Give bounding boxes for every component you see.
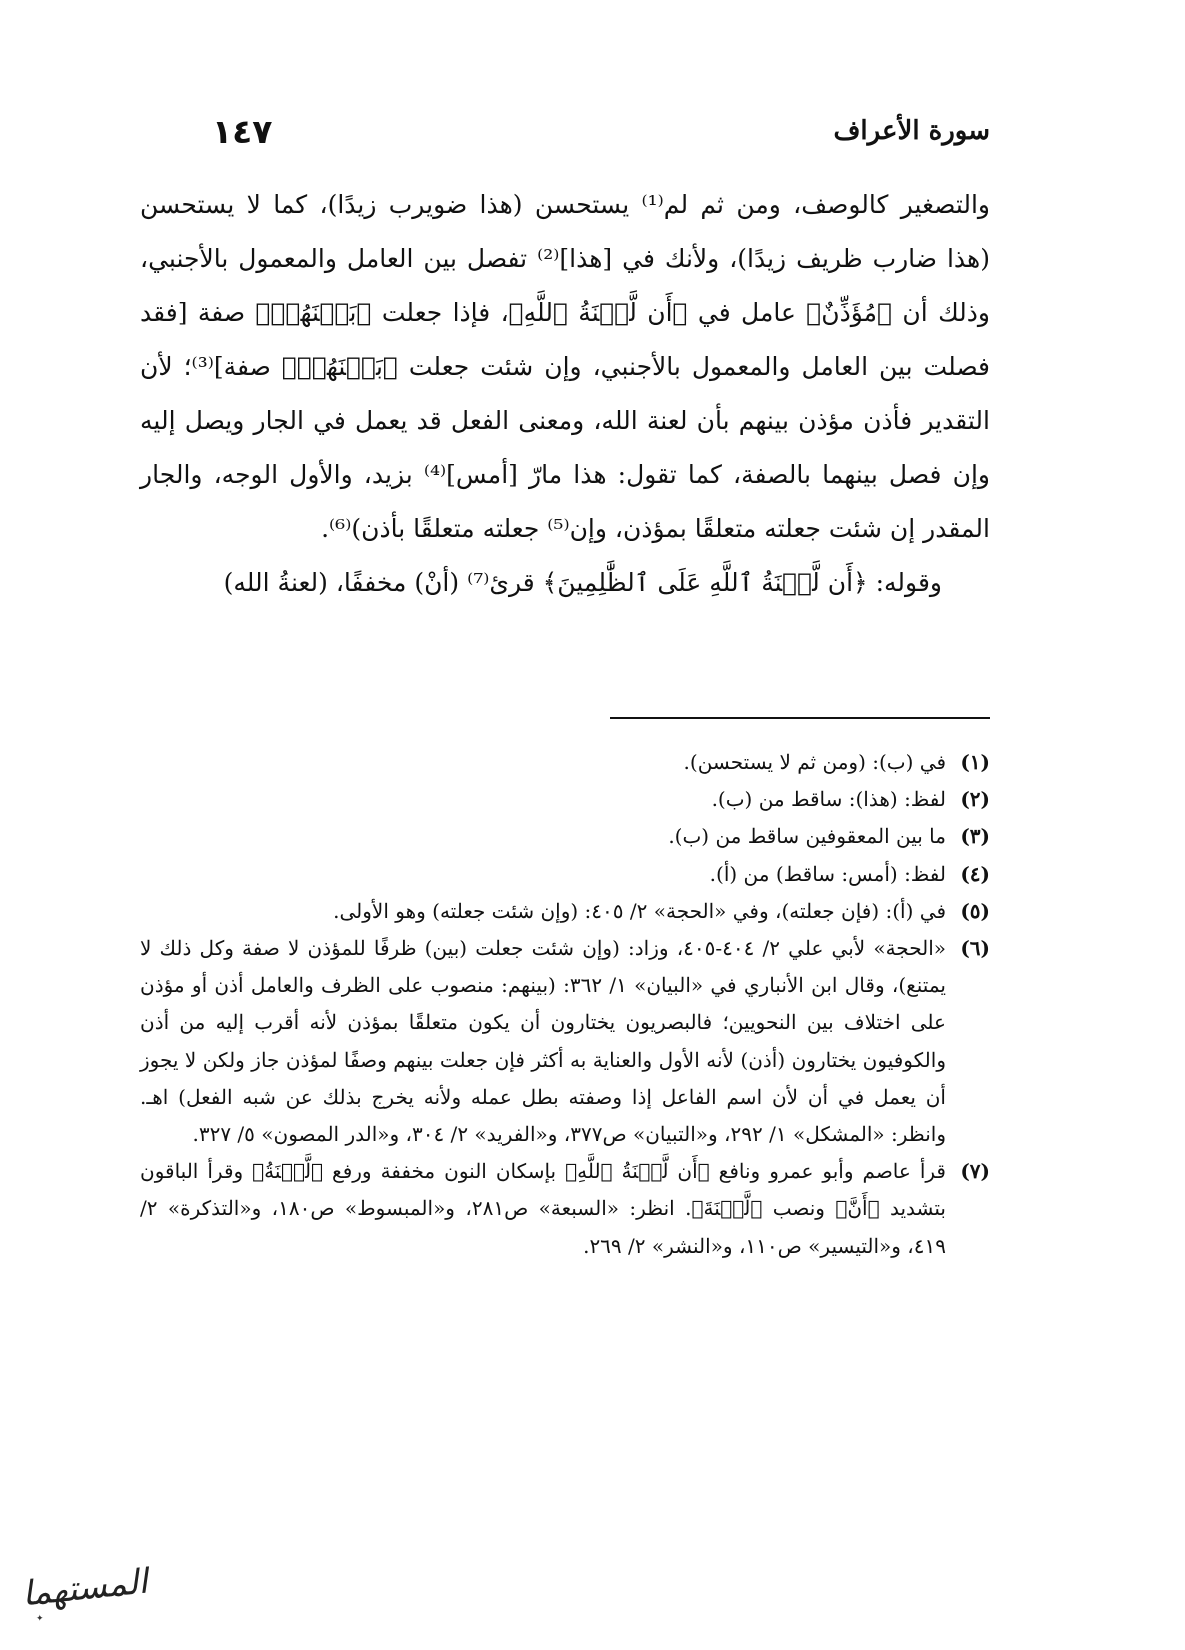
footnote-number: (٦)	[960, 936, 990, 961]
main-paragraph-2: وقوله: ﴿أَن لَّعۡنَةُ ٱللَّهِ عَلَى ٱلظَّٰلِمِينَ﴾ قرئ⁽⁷⁾ (أنْ) مخففًا، (لعنةُ الله)	[223, 568, 942, 597]
running-title: سورة الأعراف	[833, 116, 990, 146]
footnote-text: ما بين المعقوفين ساقط من (ب).	[668, 824, 946, 849]
footnote-separator	[610, 717, 990, 719]
main-paragraph-1: والتصغير كالوصف، ومن ثم لم⁽¹⁾ يستحسن (هذا ضويرب زيدًا)، كما لا يستحسن (هذا ضارب ظريف زيدًا)، ولأنك في [هذا]⁽²⁾ تفصل بين العامل والمعمول بالأجنبي، وذلك أن ﴿مُؤَذِّنٌ﴾ عامل في ﴿أَن لَّعۡنَةُ ٱللَّهِ﴾، فإذا جعلت ﴿بَيۡنَهُمۡ﴾ صفة [فقد فصلت بين العامل والمعمول بالأجنبي، وإن شئت جعلت ﴿بَيۡنَهُمۡ﴾ صفة]⁽³⁾؛ لأن التقدير فأذن مؤذن بينهم بأن لعنة الله، ومعنى الفعل قد يعمل في الجار ويصل إليه وإن فصل بينهما بالصفة، كما تقول: هذا مارّ [أمس]⁽⁴⁾ بزيد، والأول الوجه، والجار المقدر إن شئت جعلته متعلقًا بمؤذن، وإن⁽⁵⁾ جعلته متعلقًا بأذن)⁽⁶⁾.	[140, 190, 990, 543]
footnote-number: (٥)	[960, 898, 990, 923]
logo-subtext: ✦	[36, 1614, 44, 1624]
page-number: ١٤٧	[212, 112, 273, 151]
page-header	[200, 112, 990, 158]
footnote-number: (٧)	[960, 1159, 990, 1184]
main-text	[140, 178, 990, 610]
footnote-item	[140, 818, 990, 855]
footnote-number: (١)	[960, 750, 990, 774]
footnote-item	[140, 744, 990, 781]
footnote-item	[140, 1153, 990, 1265]
footnote-number: (٢)	[960, 787, 990, 812]
footnote-text: في (أ): (فإن جعلته)، وفي «الحجة» ٢/ ٤٠٥: (وإن شئت جعلته) وهو الأولى.	[333, 898, 946, 923]
footnote-text: في (ب): (ومن ثم لا يستحسن).	[683, 750, 946, 774]
footnote-text: قرأ عاصم وأبو عمرو ونافع ﴿أَن لَّعۡنَةُ ٱللَّهِ﴾ بإسكان النون مخففة ورفع ﴿لَّعۡنَةُ﴾ وقرأ الباقون بتشديد ﴿أَنَّ﴾ ونصب ﴿لَّعۡنَةَ﴾. انظر: «السبعة» ص٢٨١، و«المبسوط» ص١٨٠، و«التذكرة» ٢/ ٤١٩، و«التيسير» ص١١٠، و«النشر» ٢/ ٢٦٩.	[140, 1159, 946, 1258]
footnote-text: لفظ: (هذا): ساقط من (ب).	[711, 787, 946, 812]
footnote-item	[140, 893, 990, 930]
publisher-logo-icon	[8, 1561, 150, 1634]
footnote-item	[140, 930, 990, 1153]
footnote-item	[140, 856, 990, 893]
footnotes	[140, 744, 990, 1265]
footnote-item	[140, 781, 990, 818]
footnote-text: «الحجة» لأبي علي ٢/ ٤٠٤-٤٠٥، وزاد: (وإن شئت جعلت (بين) ظرفًا للمؤذن لا صفة وكل ذلك لا يمتنع)، وقال ابن الأنباري في «البيان» ١/ ٣٦٢: (بينهم: منصوب على الظرف والعامل أذن أو مؤذن على اختلاف بين النحويين؛ فالبصريون يختارون أن يكون متعلقًا بمؤذن لأنه أقرب إليه من أذن والكوفيون يختارون (أذن) لأنه الأول والعناية به أكثر فإن جعلت بينهم وصفًا لمؤذن جاز ولكن لا يجوز أن يعمل في أن لأن اسم الفاعل إذا وصفته بطل عمله ولأنه يخرج بذلك عن شبه الفعل) اهـ. وانظر: «المشكل» ١/ ٢٩٢، و«التبيان» ص٣٧٧، و«الفريد» ٢/ ٣٠٤، و«الدر المصون» ٥/ ٣٢٧.	[140, 936, 946, 1147]
footnote-text: لفظ: (أمس: ساقط) من (أ).	[709, 861, 946, 886]
logo-calligraphy: المستهما	[20, 1561, 150, 1615]
footnote-number: (٤)	[960, 861, 990, 886]
footnote-number: (٣)	[960, 824, 990, 849]
